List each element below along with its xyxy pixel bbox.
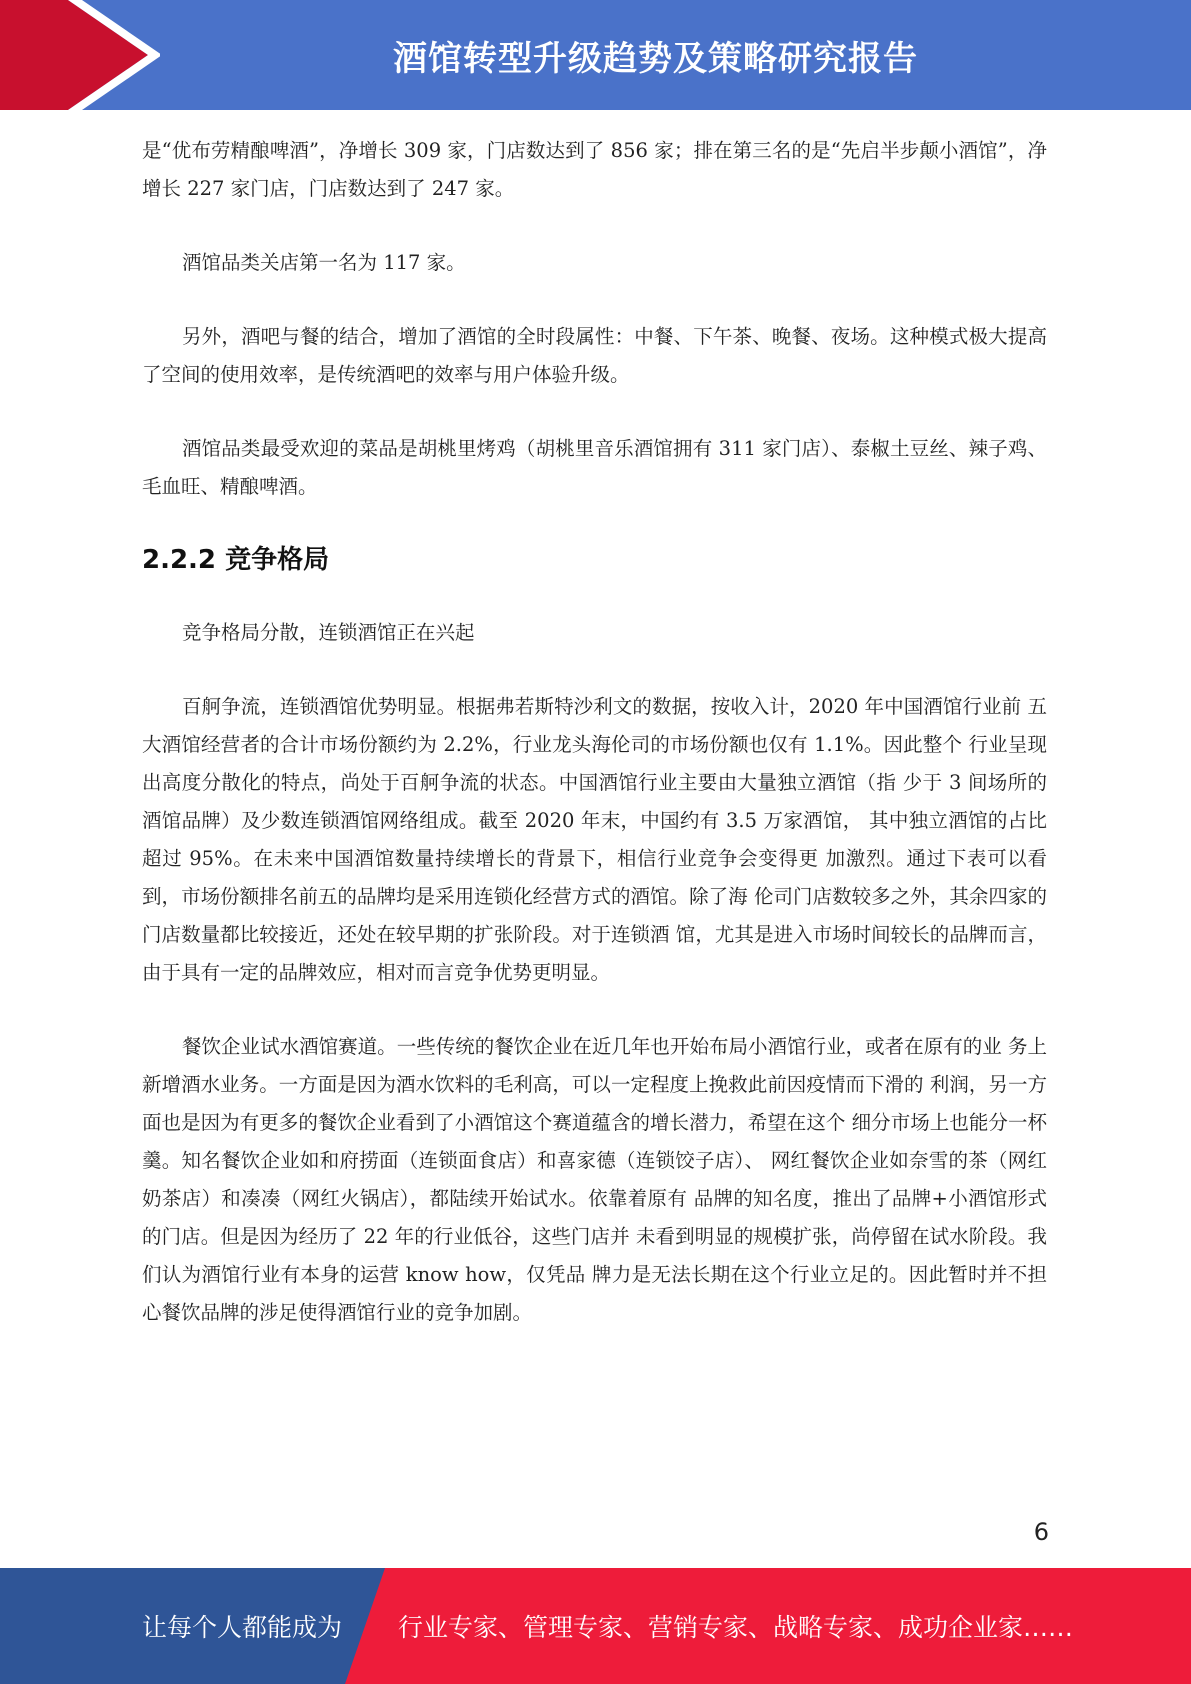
header-arrow-decoration (0, 0, 160, 110)
document-body (142, 132, 1047, 1368)
section-heading: 2.2.2 竞争格局 (142, 545, 330, 575)
page-header (0, 0, 1191, 110)
page-footer (0, 1568, 1191, 1684)
paragraph-restaurant-entry: 餐饮企业试水酒馆赛道。一些传统的餐饮企业在近几年也开始布局小酒馆行业，或者在原有的业 务上新增酒水业务。一方面是因为酒水饮料的毛利高，可以一定程度上挽救此前因疫情而下滑的 利润，另一方面也是因为有更多的餐饮企业看到了小酒馆这个赛道蕴含的增长潜力，希望在这个 细分市场上也能分一杯羹。知名餐饮企业如和府捞面（连锁面食店）和喜家德（连锁饺子店）、 网红餐饮企业如奈雪的茶（网红奶茶店）和凑凑（网红火锅店），都陆续开始试水。依靠着原有 品牌的知名度，推出了品牌+小酒馆形式的门店。但是因为经历了 22 年的行业低谷，这些门店并 未看到明显的规模扩张，尚停留在试水阶段。我们认为酒馆行业有本身的运营 know how，仅凭品 牌力是无法长期在这个行业立足的。因此暂时并不担心餐饮品牌的涉足使得酒馆行业的竞争加剧。 (142, 1035, 1047, 1324)
paragraph-dining-combo: 另外，酒吧与餐的结合，增加了酒馆的全时段属性：中餐、下午茶、晚餐、夜场。这种模式极大提高了空间的使用效率，是传统酒吧的效率与用户体验升级。 (142, 325, 1047, 386)
footer-slogan-left: 让每个人都能成为 (142, 1613, 343, 1642)
footer-slogan-right: 行业专家、管理专家、营销专家、战略专家、成功企业家…… (398, 1613, 1074, 1642)
paragraph-competition-summary: 竞争格局分散，连锁酒馆正在兴起 (182, 621, 475, 644)
paragraph-closures: 酒馆品类关店第一名为 117 家。 (182, 251, 466, 274)
page-number: 6 (1033, 1518, 1049, 1546)
report-title: 酒馆转型升级趋势及策略研究报告 (393, 38, 918, 79)
paragraph-continued: 是“优布劳精酿啤酒”，净增长 309 家，门店数达到了 856 家；排在第三名的是“先启半步颠小酒馆”，净增长 227 家门店，门店数达到了 247 家。 (142, 139, 1047, 200)
paragraph-chain-advantage: 百舸争流，连锁酒馆优势明显。根据弗若斯特沙利文的数据，按收入计，2020 年中国酒馆行业前 五大酒馆经营者的合计市场份额约为 2.2%，行业龙头海伦司的市场份额也仅有 1.1%。因此整个 行业呈现出高度分散化的特点，尚处于百舸争流的状态。中国酒馆行业主要由大量独立酒馆（指 少于 3 间场所的酒馆品牌）及少数连锁酒馆网络组成。截至 2020 年末，中国约有 3.5 万家酒馆， 其中独立酒馆的占比超过 95%。在未来中国酒馆数量持续增长的背景下，相信行业竞争会变得更 加激烈。通过下表可以看到，市场份额排名前五的品牌均是采用连锁化经营方式的酒馆。除了海 伦司门店数较多之外，其余四家的门店数量都比较接近，还处在较早期的扩张阶段。对于连锁酒 馆，尤其是进入市场时间较长的品牌而言，由于具有一定的品牌效应，相对而言竞争优势更明显。 (142, 695, 1047, 984)
paragraph-popular-dishes: 酒馆品类最受欢迎的菜品是胡桃里烤鸡（胡桃里音乐酒馆拥有 311 家门店）、泰椒土豆丝、辣子鸡、毛血旺、精酿啤酒。 (142, 437, 1047, 498)
